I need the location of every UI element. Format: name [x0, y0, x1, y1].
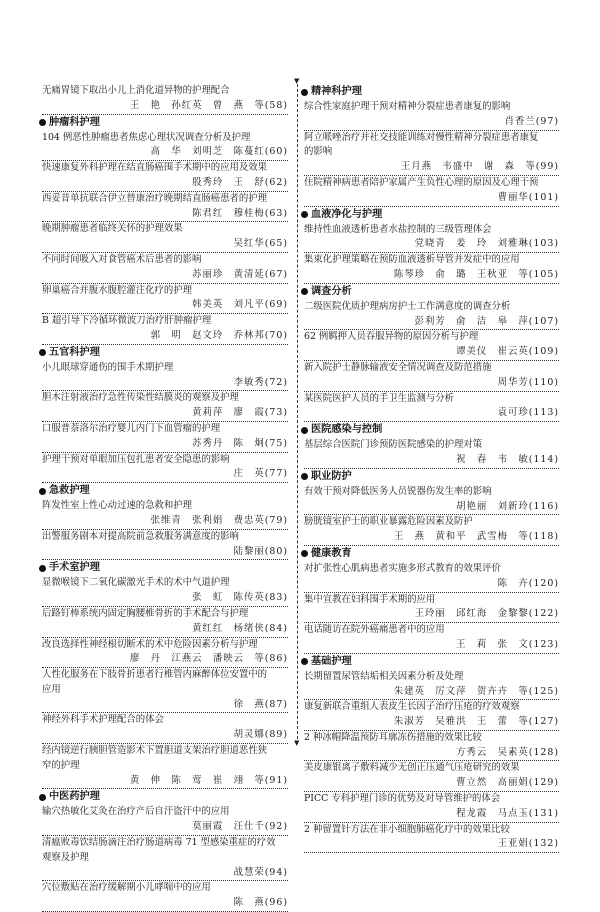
entry-authors-page: 王玲丽 邱红海 金黎黎(122): [304, 607, 559, 623]
entry-authors-page: 方秀云 吴素英(128): [304, 746, 559, 762]
bullet-icon: [301, 658, 308, 665]
entry-authors-page: 黄 伸 陈 莺 崔 翊 等(91): [42, 774, 288, 790]
toc-entry[interactable]: [42, 391, 288, 422]
entry-authors-page: 朱淑芳 吴雅洪 王 蕾 等(127): [304, 715, 559, 731]
toc-entry[interactable]: [304, 823, 559, 854]
entry-authors-page: 陈君红 穆桂梅(63): [42, 207, 288, 223]
toc-entry[interactable]: [42, 192, 288, 223]
bullet-icon: [301, 473, 308, 480]
entry-authors-page: 殷秀玲 王 舒(62): [42, 176, 288, 192]
toc-entry[interactable]: [304, 361, 559, 392]
entry-title: 康复新联合重组人表皮生长因子治疗压疮的疗效观察: [304, 701, 520, 713]
entry-authors-page: 王月燕 韦盛中 谢 森 等(99): [304, 160, 559, 176]
entry-title: 小儿眼球穿通伤的围手术期护理: [42, 361, 174, 373]
section-heading: [39, 345, 288, 361]
toc-entry[interactable]: [42, 422, 288, 453]
toc-entry[interactable]: [42, 84, 288, 115]
toc-entry[interactable]: [304, 100, 559, 131]
toc-entry[interactable]: [42, 805, 288, 836]
section-title: 基础护理: [311, 655, 352, 667]
entry-authors-page: 高 华 刘明芝 陈蔓红(60): [42, 145, 288, 161]
entry-title: 人性化服务在下肢骨折患者行椎管内麻醉体位安置中的: [42, 669, 268, 681]
toc-entry[interactable]: [304, 515, 559, 546]
section-heading: [301, 422, 559, 438]
toc-entry[interactable]: [42, 284, 288, 315]
entry-authors-page: 党晓青 姜 玲 刘雅琳(103): [304, 237, 559, 253]
entry-authors-page: 王 莉 张 文(123): [304, 638, 559, 654]
entry-title: 快速康复外科护理在结直肠癌围手术期中的应用及效果: [42, 162, 268, 174]
entry-title: 的影响: [304, 146, 333, 158]
section-title: 肿瘤科护理: [49, 116, 100, 128]
toc-entry[interactable]: [304, 330, 559, 361]
entry-title: 住院精神病患者陪护家属产生负性心理的原因及心理干预: [304, 176, 539, 188]
entry-title: 晚期肿瘤患者临终关怀的护理效果: [42, 223, 183, 235]
entry-authors-page: 苏秀丹 陈 炯(75): [42, 437, 288, 453]
entry-authors-page: 胡艳丽 刘新玲(116): [304, 500, 559, 516]
entry-title: 神经外科手术护理配合的体会: [42, 714, 164, 726]
toc-entry[interactable]: [304, 438, 559, 469]
toc-entry[interactable]: [42, 314, 288, 345]
entry-authors-page: 陈琴珍 俞 璐 王秋亚 等(105): [304, 268, 559, 284]
entry-authors-page: 战慧荣(94): [42, 866, 288, 882]
toc-entry[interactable]: [42, 222, 288, 253]
toc-entry[interactable]: [304, 593, 559, 624]
entry-authors-page: 张 虹 陈传英(83): [42, 591, 288, 607]
bullet-icon: [301, 550, 308, 557]
entry-title: PICC 专科护理门诊的优势及对导管维护的体会: [304, 793, 501, 805]
section-title: 精神科护理: [311, 86, 362, 97]
section-title: 五官科护理: [49, 346, 100, 358]
bullet-icon: [39, 119, 46, 126]
entry-title: 护理干预对单眼加压包扎患者安全隐患的影响: [42, 453, 230, 465]
entry-title: 改良选择性神经根切断术的术中危险因素分析与护理: [42, 638, 258, 650]
toc-entry[interactable]: [42, 453, 288, 484]
entry-title: 显微喉镜下二氧化碳激光手术的术中气道护理: [42, 577, 230, 589]
entry-title: 对扩张性心肌病患者实施多形式教育的效果评价: [304, 562, 501, 574]
column-divider: [297, 84, 298, 744]
entry-title: 不同时间吸入对食管癌术后患者的影响: [42, 253, 202, 265]
entry-title: 输穴热敏化艾灸在治疗产后自汗盗汗中的应用: [42, 806, 230, 818]
toc-entry[interactable]: [42, 530, 288, 561]
section-title: 职业防护: [311, 470, 352, 482]
entry-title: 窄的护理: [42, 759, 80, 771]
section-heading: [39, 789, 288, 805]
section-title: 健康教育: [311, 547, 352, 559]
section-heading: [39, 483, 288, 499]
section-heading: [39, 115, 288, 131]
entry-title: 西妥昔单抗联合伊立替康治疗晚期结直肠癌患者的护理: [42, 192, 268, 204]
entry-title: 卵巢癌合并腹水腹腔灌注化疗的护理: [42, 284, 193, 296]
entry-title: 104 例恶性肿瘤患者焦虑心理状况调查分析及护理: [42, 131, 251, 143]
entry-title: 综合性家庭护理干预对精神分裂症患者康复的影响: [304, 101, 511, 112]
entry-title: 后路钉棒系统内固定胸腰椎骨折的手术配合与护理: [42, 607, 249, 619]
divider-top-mark: ▼: [294, 77, 300, 85]
bullet-icon: [39, 565, 46, 572]
entry-authors-page: 曹立然 高丽娟(129): [304, 776, 559, 792]
toc-entry[interactable]: [42, 881, 288, 912]
section-heading: [301, 84, 559, 100]
entry-title: 2 种冰帽降温预防耳廓冻伤措施的效果比较: [304, 731, 482, 743]
toc-entry[interactable]: [304, 223, 559, 254]
entry-authors-page: 朱建英 厉文萍 贺卉卉 等(125): [304, 685, 559, 701]
contents-right-column: [304, 84, 559, 853]
entry-title: 电话随访在院外癌痛患者中的应用: [304, 624, 445, 636]
toc-entry[interactable]: [304, 131, 559, 176]
section-title: 血液净化与护理: [311, 208, 383, 220]
entry-authors-page: 袁可珍(113): [304, 406, 559, 422]
entry-authors-page: 苏丽珍 黄清延(67): [42, 268, 288, 284]
bullet-icon: [39, 488, 46, 495]
section-heading: [301, 284, 559, 300]
entry-authors-page: 廖 丹 江燕云 潘映云 等(86): [42, 652, 288, 668]
section-heading: [301, 546, 559, 562]
entry-title: 阿立哌唑治疗并社交技能训练对慢性精神分裂症患者康复: [304, 131, 539, 143]
section-heading: [301, 207, 559, 223]
entry-authors-page: 黄莉萍 廖 霞(73): [42, 406, 288, 422]
section-title: 手术室护理: [49, 562, 100, 574]
entry-authors-page: 黄红红 杨绪侠(84): [42, 622, 288, 638]
bullet-icon: [301, 288, 308, 295]
entry-title: 经内镜逆行胰胆管造影术下置胆道支架治疗胆道恶性狭: [42, 745, 268, 757]
entry-title: B 超引导下冷循环微波刀治疗肝肿瘤护理: [42, 315, 212, 327]
toc-entry[interactable]: [304, 253, 559, 284]
toc-entry[interactable]: [42, 161, 288, 192]
toc-entry[interactable]: [304, 562, 559, 593]
toc-entry[interactable]: [304, 176, 559, 207]
section-heading: [39, 560, 288, 576]
contents-left-column: [42, 84, 288, 912]
toc-entry[interactable]: [304, 761, 559, 792]
toc-entry[interactable]: [42, 253, 288, 284]
entry-authors-page: 肖香兰(97): [304, 115, 559, 131]
toc-entry[interactable]: [304, 623, 559, 654]
section-heading: [301, 469, 559, 485]
toc-entry[interactable]: [42, 638, 288, 669]
entry-title: 无痛胃镜下取出小儿上消化道异物的护理配合: [42, 85, 230, 96]
bullet-icon: [39, 794, 46, 801]
toc-entry[interactable]: [42, 607, 288, 638]
entry-authors-page: 王亚娟(132): [304, 837, 559, 853]
entry-title: 集中宣教在妇科围手术期的应用: [304, 593, 436, 605]
entry-authors-page: 李敏秀(72): [42, 376, 288, 392]
toc-entry[interactable]: [42, 836, 288, 881]
entry-authors-page: 程龙霞 马点玉(131): [304, 807, 559, 823]
entry-authors-page: 王 燕 黄和平 武雪梅 等(118): [304, 530, 559, 546]
entry-title: 基层综合医院门诊预防医院感染的护理对策: [304, 439, 483, 451]
entry-authors-page: 谭美仪 崔云英(109): [304, 345, 559, 361]
entry-title: 62 例羁押人员吞服异物的原因分析与护理: [304, 331, 479, 343]
entry-title: 胆木注射液治疗急性传染性结膜炎的观察及护理: [42, 392, 239, 404]
entry-title: 出警服务剧本对提高院前急救服务满意度的影响: [42, 530, 239, 542]
entry-title: 维持性血液透析患者水盐控制的三级管理体会: [304, 223, 492, 235]
entry-title: 某医院医护人员的手卫生监测与分析: [304, 392, 455, 404]
entry-authors-page: 莫丽霞 汪仕千(92): [42, 820, 288, 836]
entry-title: 观察及护理: [42, 851, 89, 863]
toc-entry[interactable]: [304, 731, 559, 762]
entry-title: 二级医院优质护理病房护士工作满意度的调查分析: [304, 300, 511, 312]
toc-entry[interactable]: [304, 700, 559, 731]
entry-title: 有效干预对降低医务人员锐器伤发生率的影响: [304, 485, 492, 497]
entry-title: 口服普萘洛尔治疗婴儿内门下血管瘤的护理: [42, 422, 221, 434]
bullet-icon: [301, 89, 308, 96]
toc-entry[interactable]: [304, 300, 559, 331]
entry-authors-page: 陈 卉(120): [304, 577, 559, 593]
toc-entry[interactable]: [42, 744, 288, 789]
toc-entry[interactable]: [42, 713, 288, 744]
entry-authors-page: 胡灵娜(89): [42, 728, 288, 744]
entry-title: 新入院护士静脉输液安全情况调查及防范措施: [304, 361, 492, 373]
divider-bottom-mark: ▼: [294, 739, 300, 747]
toc-entry[interactable]: [304, 792, 559, 823]
entry-title: 集束化护理策略在预防血液透析导管并发症中的应用: [304, 254, 520, 266]
entry-authors-page: 彭利芳 俞 洁 皋 萍(107): [304, 315, 559, 331]
section-title: 急救护理: [49, 485, 90, 497]
entry-title: 阵发性室上性心动过速的急救和护理: [42, 500, 193, 512]
entry-authors-page: 曹丽华(101): [304, 191, 559, 207]
section-title: 调查分析: [311, 285, 352, 297]
toc-entry[interactable]: [42, 361, 288, 392]
toc-entry[interactable]: [304, 670, 559, 701]
entry-title: 应用: [42, 683, 61, 695]
toc-entry[interactable]: [42, 668, 288, 713]
entry-authors-page: 张维青 张利娟 费忠英(79): [42, 514, 288, 530]
bullet-icon: [301, 211, 308, 218]
entry-authors-page: 周华芳(110): [304, 376, 559, 392]
toc-entry[interactable]: [42, 131, 288, 162]
entry-title: 2 种留置针方法在非小细胞肺癌化疗中的效果比较: [304, 823, 510, 835]
entry-title: 清瘟败毒饮结肠滴注治疗肠道病毒 71 型感染重症的疗效: [42, 837, 276, 849]
toc-entry[interactable]: [304, 485, 559, 516]
entry-authors-page: 韩美英 刘凡平(69): [42, 298, 288, 314]
toc-entry[interactable]: [42, 499, 288, 530]
entry-title: 膀胱镜室护士的职业暴露危险因素及防护: [304, 516, 473, 528]
toc-entry[interactable]: [42, 576, 288, 607]
entry-title: 美皮康银离子敷料减少无创正压通气压疮研究的效果: [304, 762, 520, 774]
bullet-icon: [301, 427, 308, 434]
section-title: 中医药护理: [49, 791, 100, 803]
toc-entry[interactable]: [304, 392, 559, 423]
entry-title: 穴位敷贴在治疗缓解期小儿哮喘中的应用: [42, 882, 211, 894]
entry-authors-page: 陈 燕(96): [42, 896, 288, 912]
bullet-icon: [39, 349, 46, 356]
entry-authors-page: 徐 燕(87): [42, 698, 288, 714]
section-heading: [301, 654, 559, 670]
entry-authors-page: 王 艳 孙红英 曾 燕 等(58): [42, 99, 288, 115]
entry-authors-page: 陆黎丽(80): [42, 545, 288, 561]
entry-title: 长期留置尿管结垢相关因素分析及处理: [304, 670, 464, 682]
entry-authors-page: 郭 明 赵文玲 乔林邦(70): [42, 329, 288, 345]
entry-authors-page: 庄 英(77): [42, 467, 288, 483]
entry-authors-page: 祝 春 韦 敏(114): [304, 453, 559, 469]
section-title: 医院感染与控制: [311, 424, 383, 436]
entry-authors-page: 吴红华(65): [42, 237, 288, 253]
